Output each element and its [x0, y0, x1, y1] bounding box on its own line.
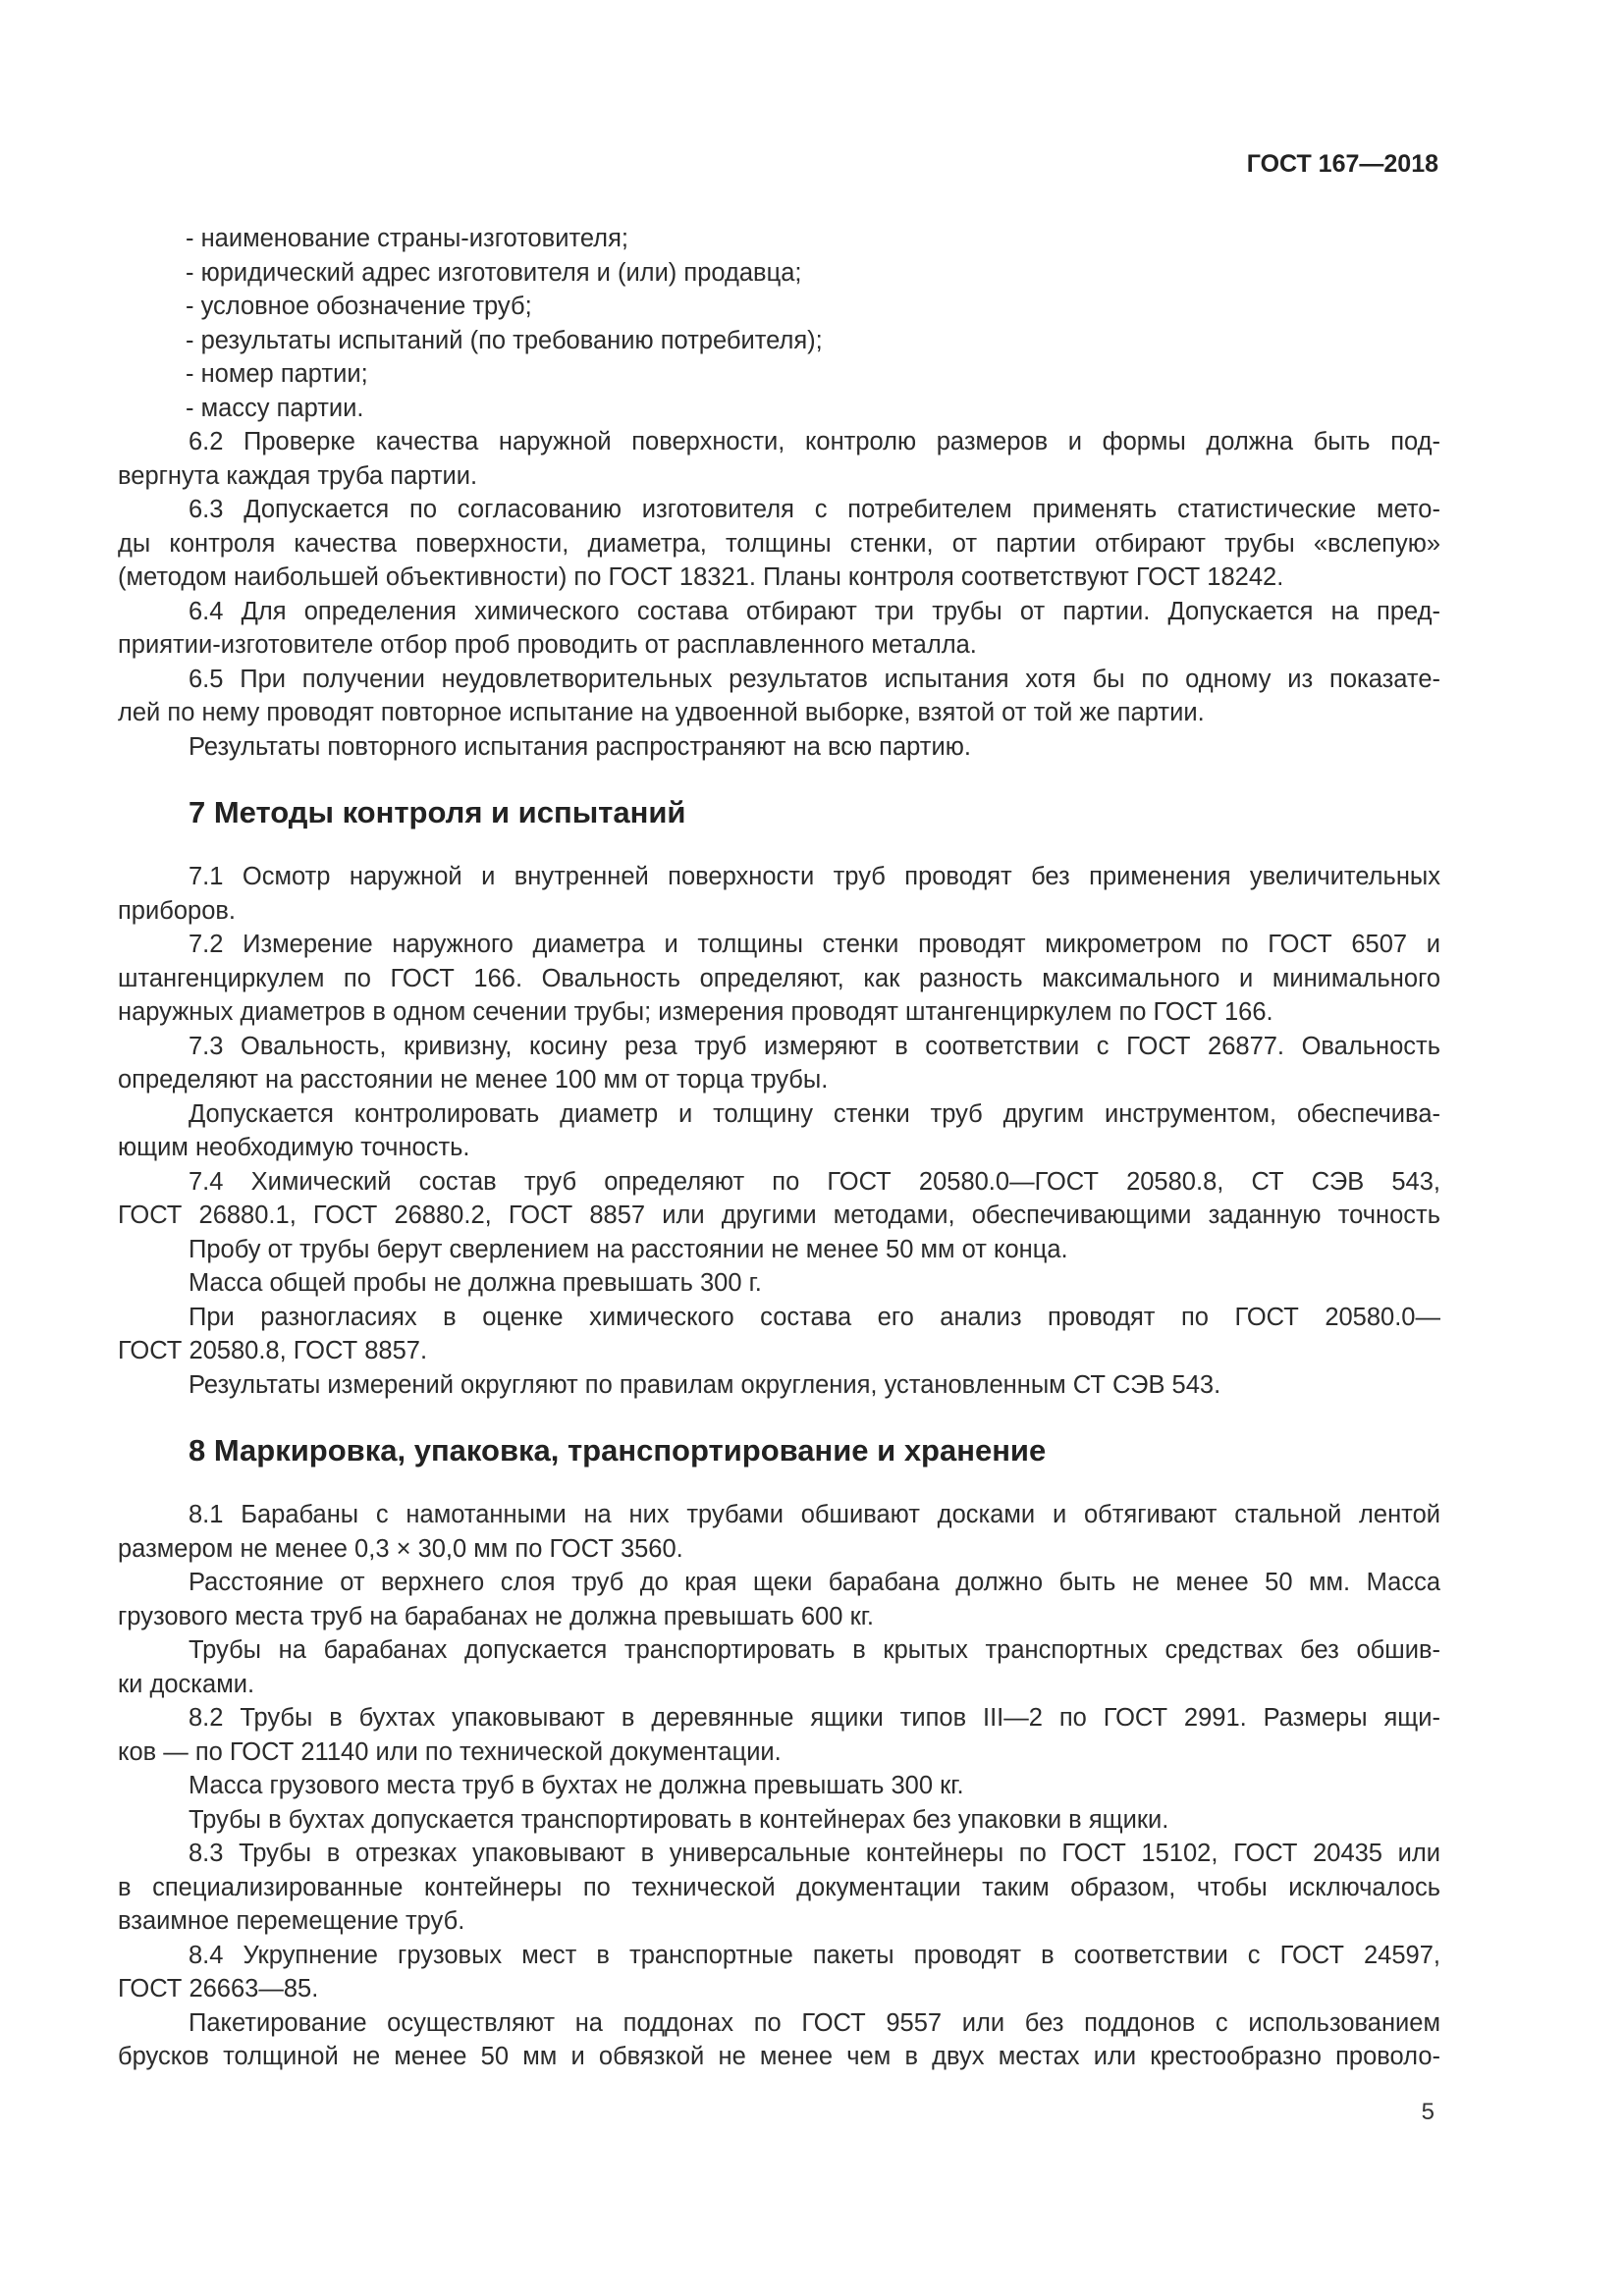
- text-line: в специализированные контейнеры по технической документации таким образом, чтобы исключалось: [118, 1873, 1440, 1901]
- text-line: приятии-изготовителе отбор проб проводить от расплавленного металла.: [118, 631, 977, 659]
- text-line: ков — по ГОСТ 21140 или по технической документации.: [118, 1737, 782, 1766]
- section-heading: 8 Маркировка, упаковка, транспортирование и хранение: [189, 1433, 1047, 1468]
- text-line: ющим необходимую точность.: [118, 1134, 470, 1161]
- text-line: размером не менее 0,3 × 30,0 мм по ГОСТ 3560.: [118, 1534, 683, 1563]
- text-line: 8.4 Укрупнение грузовых мест в транспортные пакеты проводят в соответствии с ГОСТ 24597,: [189, 1941, 1440, 1969]
- text-line: Пробу от трубы берут сверлением на расстоянии не менее 50 мм от конца.: [189, 1235, 1068, 1263]
- text-line: 7.2 Измерение наружного диаметра и толщины стенки проводят микрометром по ГОСТ 6507 и: [189, 931, 1440, 958]
- text-line: брусков толщиной не менее 50 мм и обвязкой не менее чем в двух местах или крестообразно проволо-: [118, 2043, 1440, 2070]
- text-line: лей по нему проводят повторное испытание на удвоенной выборке, взятой от той же партии.: [118, 699, 1205, 726]
- text-line: ды контроля качества поверхности, диаметра, толщины стенки, от партии отбирают трубы «вслепую»: [118, 529, 1440, 558]
- text-line: наружных диаметров в одном сечении трубы; измерения проводят штангенциркулем по ГОСТ 166.: [118, 998, 1273, 1026]
- text-line: определяют на расстоянии не менее 100 мм от торца трубы.: [118, 1066, 829, 1094]
- text-line: Масса грузового места труб в бухтах не должна превышать 300 кг.: [189, 1772, 964, 1799]
- text-line: ГОСТ 26880.1, ГОСТ 26880.2, ГОСТ 8857 или другими методами, обеспечивающими заданную точность: [118, 1201, 1440, 1229]
- page-number: 5: [1421, 2099, 1435, 2125]
- text-line: 6.2 Проверке качества наружной поверхности, контролю размеров и формы должна быть под-: [189, 428, 1440, 455]
- text-line: Пакетирование осуществляют на поддонах по ГОСТ 9557 или без поддонов с использованием: [189, 2008, 1440, 2037]
- text-line: Расстояние от верхнего слоя труб до края щеки барабана должно быть не менее 50 мм. Масса: [189, 1569, 1440, 1596]
- text-line: ки досками.: [118, 1670, 255, 1698]
- list-item: - результаты испытаний (по требованию потребителя);: [186, 326, 823, 354]
- list-item: - массу партии.: [186, 394, 364, 422]
- text-line: (методом наибольшей объективности) по ГОСТ 18321. Планы контроля соответствуют ГОСТ 18242.: [118, 563, 1284, 591]
- text-line: При разногласиях в оценке химического состава его анализ проводят по ГОСТ 20580.0—: [189, 1303, 1440, 1331]
- text-line: 8.3 Трубы в отрезках упаковывают в универсальные контейнеры по ГОСТ 15102, ГОСТ 20435 или: [189, 1840, 1440, 1867]
- text-line: Трубы на барабанах допускается транспортировать в крытых транспортных средствах без обшив-: [189, 1636, 1440, 1664]
- text-line: штангенциркулем по ГОСТ 166. Овальность определяют, как разность максимального и минимального: [118, 964, 1440, 992]
- text-line: 8.1 Барабаны с намотанными на них трубами обшивают досками и обтягивают стальной лентой: [189, 1501, 1440, 1528]
- text-line: взаимное перемещение труб.: [118, 1907, 465, 1935]
- text-line: 6.3 Допускается по согласованию изготовителя с потребителем применять статистические мето-: [189, 496, 1440, 523]
- text-line: Допускается контролировать диаметр и толщину стенки труб другим инструментом, обеспечива-: [189, 1099, 1440, 1128]
- text-line: 6.5 При получении неудовлетворительных результатов испытания хотя бы по одному из показате-: [189, 665, 1440, 693]
- text-line: 7.1 Осмотр наружной и внутренней поверхности труб проводят без применения увеличительных: [189, 863, 1440, 890]
- text-line: ГОСТ 20580.8, ГОСТ 8857.: [118, 1337, 428, 1364]
- text-line: приборов.: [118, 896, 237, 925]
- text-line: грузового места труб на барабанах не должна превышать 600 кг.: [118, 1602, 874, 1630]
- list-item: - юридический адрес изготовителя и (или) продавца;: [186, 258, 802, 287]
- text-line: вергнута каждая труба партии.: [118, 461, 478, 490]
- text-line: Масса общей пробы не должна превышать 300 г.: [189, 1269, 762, 1297]
- text-line: 8.2 Трубы в бухтах упаковывают в деревянные ящики типов III—2 по ГОСТ 2991. Размеры ящи-: [189, 1704, 1440, 1732]
- text-line: 7.3 Овальность, кривизну, косину реза труб измеряют в соответствии с ГОСТ 26877. Овальность: [189, 1032, 1440, 1060]
- text-line: Результаты повторного испытания распространяют на всю партию.: [189, 732, 971, 761]
- document-body: [118, 222, 1440, 2074]
- text-line: 7.4 Химический состав труб определяют по ГОСТ 20580.0—ГОСТ 20580.8, СТ СЭВ 543,: [189, 1167, 1440, 1196]
- section-heading: 7 Методы контроля и испытаний: [189, 795, 686, 829]
- list-item: - наименование страны-изготовителя;: [186, 225, 628, 252]
- text-line: ГОСТ 26663—85.: [118, 1975, 319, 2002]
- document-code: ГОСТ 167—2018: [1246, 150, 1438, 178]
- text-line: Результаты измерений округляют по правилам округления, установленным СТ СЭВ 543.: [189, 1370, 1221, 1399]
- list-item: - номер партии;: [186, 360, 368, 388]
- text-line: 6.4 Для определения химического состава отбирают три трубы от партии. Допускается на пред-: [189, 597, 1440, 625]
- text-line: Трубы в бухтах допускается транспортировать в контейнерах без упаковки в ящики.: [189, 1805, 1169, 1834]
- list-item: - условное обозначение труб;: [186, 293, 532, 320]
